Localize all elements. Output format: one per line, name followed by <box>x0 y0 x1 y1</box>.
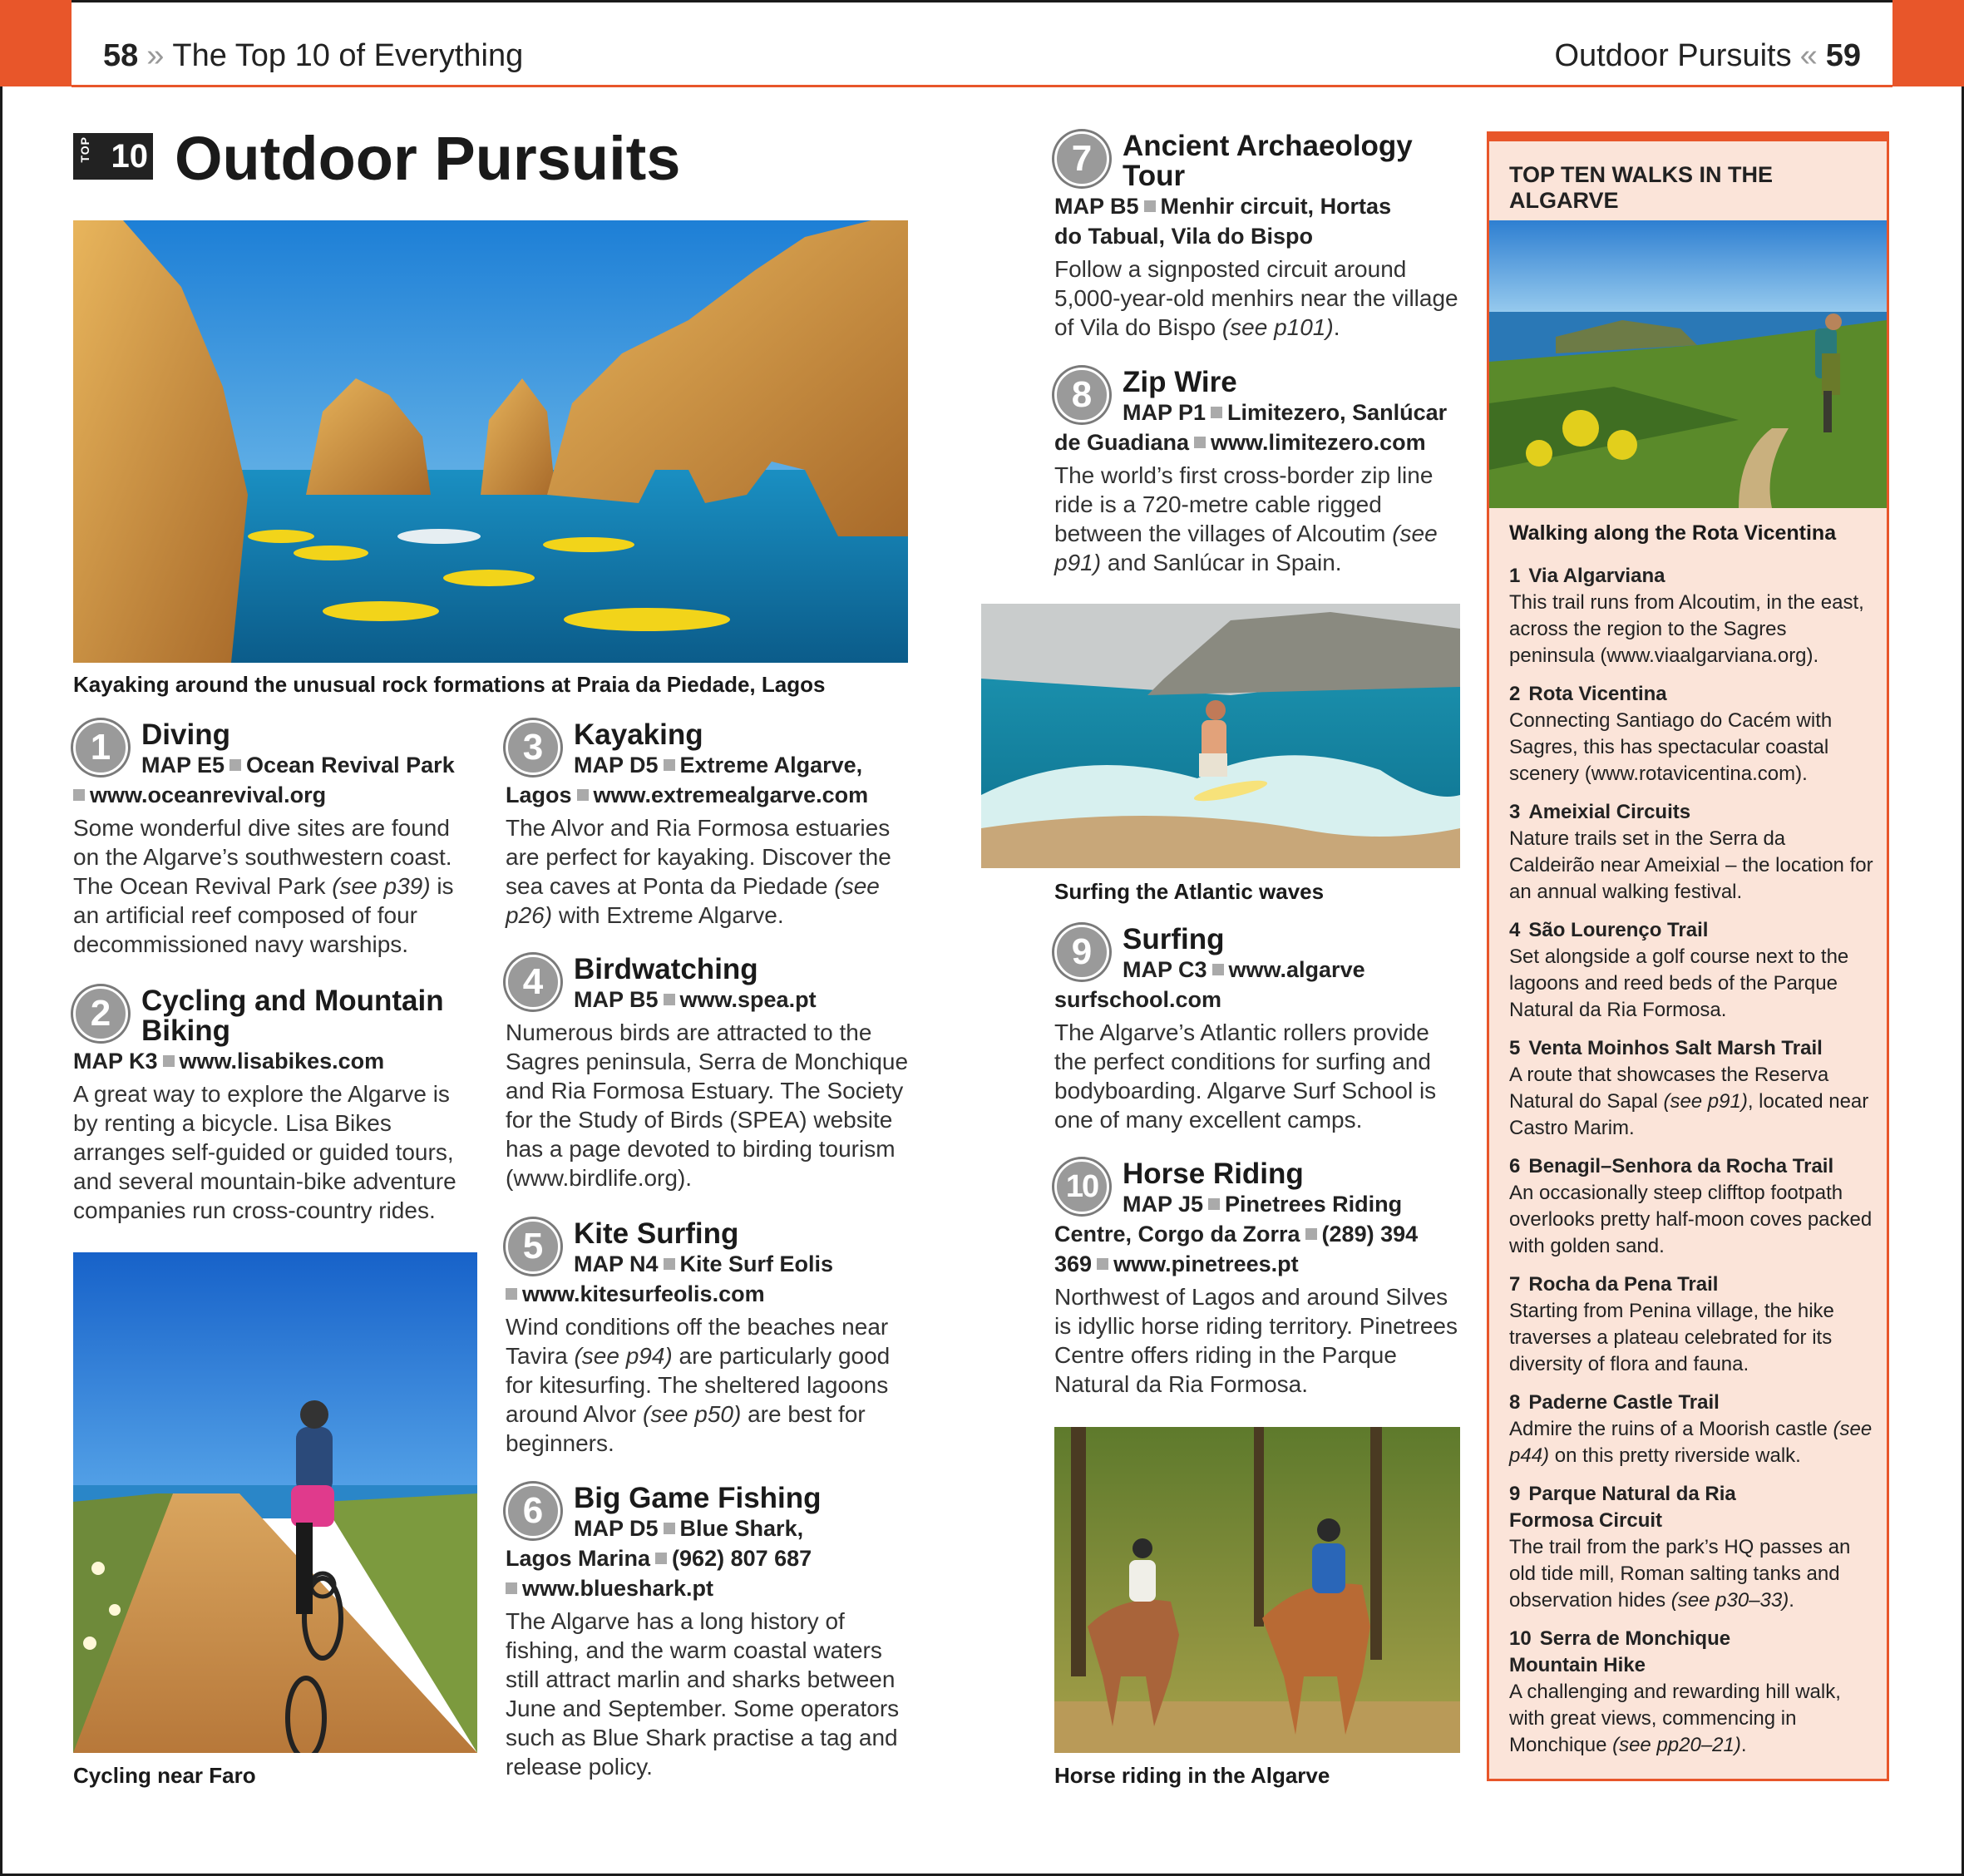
entry-big-game-fishing <box>506 1484 913 1781</box>
separator-icon <box>163 1055 175 1067</box>
entry-info: MAP B5 www.spea.pt <box>574 987 817 1012</box>
separator-icon <box>73 789 85 801</box>
right-section-name: Outdoor Pursuits <box>1554 38 1792 73</box>
surfing-caption: Surfing the Atlantic waves <box>1054 879 1325 904</box>
separator-icon <box>229 759 241 771</box>
sidebar-top-ten-walks <box>1487 131 1889 1781</box>
separator-icon <box>506 1288 517 1300</box>
header-rule <box>72 85 1892 87</box>
entry-surfing <box>1054 925 1462 1134</box>
number-badge: 3 <box>506 720 560 775</box>
entry-body: The Alvor and Ria Formosa estuaries are perfect for kayaking. Discover the sea caves at Ponta da Piedade (see p26) with Extreme Algarve. <box>506 815 891 928</box>
list-item: 2 Rota Vicentina Connecting Santiago do Cacém with Sagres, this has spectacular coastal scenery (www.rotavicentina.com). <box>1509 683 1833 785</box>
sidebar-title: TOP TEN WALKS IN THE ALGARVE <box>1509 162 1774 213</box>
separator-icon <box>664 1258 675 1270</box>
entry-title: Kayaking <box>574 718 703 751</box>
list-item: 5 Venta Moinhos Salt Marsh Trail A route that showcases the Reserva Natural do Sapal (see p91), located near Castro Marim. <box>1509 1037 1869 1139</box>
entry-title: Kite Surfing <box>574 1217 739 1250</box>
entry-body: The Algarve’s Atlantic rollers provide the perfect conditions for surfing and bodyboarding. Algarve Surf School is one of many excellent camps. <box>1054 1019 1437 1133</box>
entry-kayaking <box>506 720 913 930</box>
entry-info: MAP E5 Ocean Revival Park <box>141 753 455 778</box>
kayaking-photo <box>73 220 908 663</box>
entry-body: Some wonderful dive sites are found on the Algarve’s southwestern coast. The Ocean Revival Park (see p39) is an artificial reef composed of four decommissioned navy warships. <box>73 815 454 957</box>
entry-title: Big Game Fishing <box>574 1482 822 1514</box>
chevron-right-icon: » <box>146 38 165 73</box>
entry-diving <box>73 720 481 959</box>
horse-riding-photo <box>1054 1427 1460 1753</box>
entry-info: www.blueshark.pt <box>506 1573 913 1603</box>
entry-info: www.kitesurfeolis.com <box>506 1279 913 1309</box>
entry-body: Wind conditions off the beaches near Tavira (see p94) are particularly good for kitesurfing. The sheltered lagoons around Alvor (see p50) are best for beginners. <box>506 1314 891 1456</box>
walking-caption: Walking along the Rota Vicentina <box>1509 521 1837 545</box>
entry-info: MAP C3 www.algarve <box>1123 957 1365 982</box>
entry-info: Centre, Corgo da Zorra (289) 394 <box>1054 1222 1419 1247</box>
entry-info: MAP N4 Kite Surf Eolis <box>574 1251 834 1276</box>
number-badge: 4 <box>506 955 560 1010</box>
list-item: 9 Parque Natural da Ria Formosa Circuit The trail from the park’s HQ passes an old tide mill, Roman salting tanks and observation hides (see p30–33). <box>1509 1483 1851 1612</box>
number-badge: 7 <box>1054 131 1109 186</box>
separator-icon <box>664 994 675 1005</box>
entry-info: www.oceanrevival.org <box>73 780 481 810</box>
chevron-left-icon: « <box>1799 38 1818 73</box>
separator-icon <box>506 1582 517 1594</box>
entry-body: Numerous birds are attracted to the Sagres peninsula, Serra de Monchique and Ria Formosa Estuary. The Society for the Study of Birds (SPEA) website has a page devoted to birding tourism (www.birdlife.org). <box>506 1019 909 1191</box>
surfing-photo <box>981 604 1460 868</box>
entry-kite-surfing <box>506 1219 913 1458</box>
list-item: 8 Paderne Castle Trail Admire the ruins of a Moorish castle (see p44) on this pretty riverside walk. <box>1509 1391 1873 1467</box>
number-badge: 10 <box>1054 1159 1109 1214</box>
sidebar-accent-bar <box>1487 131 1889 141</box>
entry-birdwatching <box>506 955 913 1192</box>
page-title: Outdoor Pursuits <box>175 124 681 193</box>
entry-info: MAP B5 Menhir circuit, Hortas <box>1054 194 1392 219</box>
entry-body: A great way to explore the Algarve is by renting a bicycle. Lisa Bikes arranges self-guided or guided tours, and several mountain-bike adventure companies run cross-country rides. <box>73 1081 456 1223</box>
left-page-number: 58 <box>103 38 139 73</box>
kayaking-caption: Kayaking around the unusual rock formations at Praia da Piedade, Lagos <box>73 672 826 697</box>
list-item: 1 Via Algarviana This trail runs from Alcoutim, in the east, across the region to the Sagres peninsula (www.viaalgarviana.org). <box>1509 565 1864 667</box>
entry-title: Ancient Archaeology Tour <box>1123 130 1413 192</box>
entry-body: Follow a signposted circuit around 5,000-year-old menhirs near the village of Vila do Bispo (see p101). <box>1054 256 1458 340</box>
list-item: 4 São Lourenço Trail Set alongside a golf course next to the lagoons and reed beds of the Parque Natural da Ria Formosa. <box>1509 919 1849 1021</box>
cycling-photo <box>73 1252 477 1753</box>
number-badge: 1 <box>73 720 128 775</box>
right-running-header <box>1554 38 1861 74</box>
entry-cycling <box>73 986 481 1225</box>
list-item: 10 Serra de Monchique Mountain Hike A challenging and rewarding hill walk, with great views, commencing in Monchique (see pp20–21). <box>1509 1627 1841 1756</box>
entry-title: Horse Riding <box>1123 1158 1304 1190</box>
entry-body: The world’s first cross-border zip line ride is a 720-metre cable rigged between the villages of Alcoutim (see p91) and Sanlúcar in Spain. <box>1054 462 1438 575</box>
separator-icon <box>664 1523 675 1534</box>
number-badge: 8 <box>1054 368 1109 422</box>
separator-icon <box>664 759 675 771</box>
separator-icon <box>1194 437 1206 448</box>
entry-body: Northwest of Lagos and around Silves is idyllic horse riding territory. Pinetrees Centre offers riding in the Parque Natural da Ria Formosa. <box>1054 1284 1458 1397</box>
entry-title: Birdwatching <box>574 953 758 985</box>
left-edge-tab <box>0 0 72 86</box>
entry-body: The Algarve has a long history of fishing, and the warm coastal waters still attract marlin and sharks between June and September. Some operators such as Blue Shark practise a tag and release policy. <box>506 1608 900 1780</box>
entry-info: MAP P1 Limitezero, Sanlúcar <box>1123 400 1448 425</box>
entry-info: do Tabual, Vila do Bispo <box>1054 224 1314 249</box>
entry-info: 369 www.pinetrees.pt <box>1054 1251 1299 1276</box>
list-item: 6 Benagil–Senhora da Rocha Trail An occasionally steep clifftop footpath overlooks pretty half-moon coves packed with golden sand. <box>1509 1155 1873 1257</box>
separator-icon <box>577 789 589 801</box>
entry-horse-riding <box>1054 1159 1462 1399</box>
separator-icon <box>1144 200 1156 212</box>
walking-photo <box>1489 220 1887 508</box>
left-running-header <box>103 38 523 74</box>
entry-title: Surfing <box>1123 923 1225 955</box>
entry-info: surfschool.com <box>1054 987 1222 1012</box>
separator-icon <box>1212 964 1224 975</box>
separator-icon <box>655 1553 667 1564</box>
right-page-number: 59 <box>1825 38 1861 73</box>
entry-zip-wire <box>1054 368 1462 577</box>
entry-info: MAP J5 Pinetrees Riding <box>1123 1192 1403 1217</box>
entry-title: Zip Wire <box>1123 366 1237 398</box>
walk-list <box>1509 563 1875 1770</box>
entry-archaeology-tour <box>1054 131 1462 342</box>
list-item: 7 Rocha da Pena Trail Starting from Penina village, the hike traverses a plateau celebrated for its diversity of flora and fauna. <box>1509 1273 1834 1375</box>
entry-info: MAP D5 Extreme Algarve, <box>574 753 863 778</box>
number-badge: 5 <box>506 1219 560 1274</box>
entry-info: Lagos Marina (962) 807 687 <box>506 1546 812 1571</box>
entry-info: Lagos www.extremealgarve.com <box>506 782 869 807</box>
number-badge: 9 <box>1054 925 1109 980</box>
top10-badge-icon: TOP 10 <box>73 133 153 180</box>
left-section-name: The Top 10 of Everything <box>172 38 524 73</box>
separator-icon <box>1097 1258 1108 1270</box>
separator-icon <box>1211 407 1222 418</box>
entry-title: Diving <box>141 718 230 751</box>
separator-icon <box>1305 1228 1317 1240</box>
horse-riding-caption: Horse riding in the Algarve <box>1054 1763 1330 1788</box>
cycling-caption: Cycling near Faro <box>73 1763 256 1788</box>
separator-icon <box>1208 1198 1220 1210</box>
number-badge: 6 <box>506 1484 560 1538</box>
entry-info: MAP D5 Blue Shark, <box>574 1516 804 1541</box>
list-item: 3 Ameixial Circuits Nature trails set in the Serra da Caldeirão near Ameixial – the location for an annual walking festival. <box>1509 801 1873 903</box>
entry-title: Cycling and Mountain Biking <box>141 985 444 1047</box>
entry-info: MAP K3 www.lisabikes.com <box>73 1049 385 1074</box>
number-badge: 2 <box>73 986 128 1041</box>
entry-info: de Guadiana www.limitezero.com <box>1054 430 1426 455</box>
right-edge-tab <box>1892 0 1964 86</box>
